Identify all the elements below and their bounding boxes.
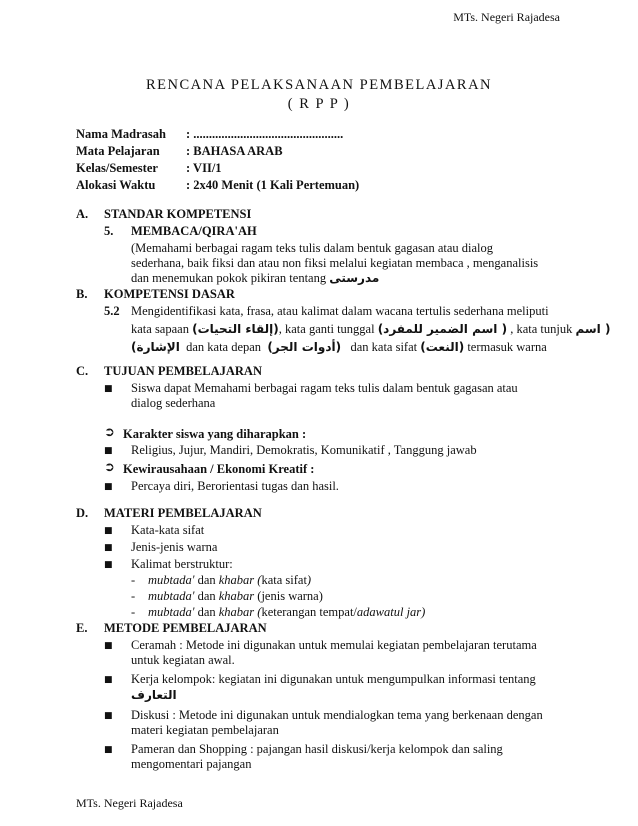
dash-marker: - bbox=[131, 589, 136, 603]
arabic-term: مدرستى bbox=[329, 271, 380, 285]
arabic-term: (النعت) bbox=[420, 340, 465, 354]
sub-list-item bbox=[148, 605, 425, 620]
bullet-icon: ■ bbox=[104, 526, 113, 536]
section-b-heading bbox=[76, 287, 235, 302]
arabic-term: التعارف bbox=[131, 688, 177, 702]
list-item: Kata-kata sifat bbox=[131, 523, 205, 537]
section-a-text-line: (Memahami berbagai ragam teks tulis dalam bentuk gagasan atau dialog bbox=[131, 241, 494, 255]
text-segment: (jenis warna) bbox=[254, 589, 323, 603]
identity-label: Kelas/Semester bbox=[76, 161, 158, 175]
text-segment: khabar ( bbox=[218, 605, 262, 619]
section-c-text-line: Siswa dapat Memahami berbagai ragam teks tulis dalam bentuk gagasan atau bbox=[131, 381, 518, 395]
kewirausahaan-title: Kewirausahaan / Ekonomi Kreatif : bbox=[123, 462, 315, 476]
text-segment: , kata ganti tunggal bbox=[278, 322, 375, 336]
method-text-line bbox=[131, 688, 561, 703]
section-d-heading bbox=[76, 506, 262, 521]
sub-list-item bbox=[148, 573, 311, 588]
identity-label: Alokasi Waktu bbox=[76, 178, 156, 192]
section-c-heading bbox=[76, 364, 262, 379]
dash-marker: - bbox=[131, 573, 136, 587]
text-segment: dan kata sifat bbox=[350, 340, 418, 354]
method-text-line: Kerja kelompok: kegiatan ini digunakan untuk mengumpulkan informasi tentang bbox=[131, 672, 536, 686]
list-item: Kalimat berstruktur: bbox=[131, 557, 233, 571]
section-letter: A. bbox=[76, 207, 89, 221]
identity-label: Nama Madrasah bbox=[76, 127, 166, 141]
bullet-icon: ■ bbox=[104, 384, 113, 394]
footer-school-name: MTs. Negeri Rajadesa bbox=[76, 796, 183, 810]
arabic-term: (أدوات الجر) bbox=[267, 340, 342, 354]
section-b-text-line bbox=[131, 340, 561, 355]
text-segment: ) bbox=[306, 573, 312, 587]
kewirausahaan-item: Percaya diri, Berorientasi tugas dan hasil. bbox=[131, 479, 339, 493]
text-segment: adawatul jar) bbox=[356, 605, 426, 619]
text-segment: keterangan tempat/ bbox=[261, 605, 357, 619]
bullet-icon: ■ bbox=[104, 675, 113, 685]
text-segment: dan bbox=[194, 573, 219, 587]
document-title bbox=[0, 76, 638, 114]
subsection-number: 5. bbox=[104, 224, 114, 238]
identity-row bbox=[76, 127, 343, 142]
text-segment: dan bbox=[194, 605, 219, 619]
section-b-text-line bbox=[131, 322, 611, 337]
text-segment: kata sapaan bbox=[131, 322, 189, 336]
bullet-icon: ■ bbox=[104, 446, 113, 456]
title-line-1: RENCANA PELAKSANAAN PEMBELAJARAN bbox=[145, 77, 493, 93]
text-segment: mubtada' bbox=[148, 605, 195, 619]
text-segment: , kata tunjuk bbox=[510, 322, 573, 336]
bullet-icon: ■ bbox=[104, 711, 113, 721]
section-letter: B. bbox=[76, 287, 88, 301]
section-a-text-line: sederhana, baik fiksi dan atau non fiksi melalui kegiatan membaca , menganalisis bbox=[131, 256, 539, 270]
text-segment: dan kata depan bbox=[186, 340, 262, 354]
section-a-text-line bbox=[131, 271, 561, 286]
section-title: MATERI PEMBELAJARAN bbox=[104, 506, 262, 520]
identity-row bbox=[76, 178, 359, 193]
arabic-term: ( اسم الضمير للمفرد) bbox=[377, 322, 508, 336]
text-segment: khabar ( bbox=[218, 573, 262, 587]
method-text-line: Pameran dan Shopping : pajangan hasil diskusi/kerja kelompok dan saling bbox=[131, 742, 503, 756]
bullet-icon: ■ bbox=[104, 641, 113, 651]
arrow-icon: ➲ bbox=[104, 425, 115, 440]
section-title: STANDAR KOMPETENSI bbox=[104, 207, 252, 221]
section-e-heading bbox=[76, 621, 267, 636]
text-segment: dan bbox=[194, 589, 219, 603]
identity-value: : ................................................ bbox=[186, 127, 344, 141]
method-text-line: materi kegiatan pembelajaran bbox=[131, 723, 279, 737]
sub-list-item bbox=[148, 589, 323, 604]
section-a-subheading bbox=[104, 224, 559, 239]
subsection-number: 5.2 bbox=[104, 304, 120, 318]
section-title: METODE PEMBELAJARAN bbox=[104, 621, 267, 635]
section-a-heading bbox=[76, 207, 251, 222]
text-segment: mubtada' bbox=[148, 573, 195, 587]
text-segment: kata sifat bbox=[261, 573, 307, 587]
subsection-title: MEMBACA/QIRA'AH bbox=[131, 224, 257, 238]
identity-value: : BAHASA ARAB bbox=[186, 144, 283, 158]
bullet-icon: ■ bbox=[104, 745, 113, 755]
section-c-text-line: dialog sederhana bbox=[131, 396, 216, 410]
section-letter: C. bbox=[76, 364, 89, 378]
karakter-item: Religius, Jujur, Mandiri, Demokratis, Komunikatif , Tanggung jawab bbox=[131, 443, 477, 457]
arabic-term: (إلقاء التحيات) bbox=[192, 322, 279, 336]
bullet-icon: ■ bbox=[104, 482, 113, 492]
method-text-line: Ceramah : Metode ini digunakan untuk memulai kegiatan pembelajaran terutama bbox=[131, 638, 537, 652]
method-text-line: Diskusi : Metode ini digunakan untuk mendialogkan tema yang berkenaan dengan bbox=[131, 708, 543, 722]
section-letter: E. bbox=[76, 621, 88, 635]
section-letter: D. bbox=[76, 506, 89, 520]
bullet-icon: ■ bbox=[104, 560, 113, 570]
identity-label: Mata Pelajaran bbox=[76, 144, 160, 158]
arabic-term: الإشارة) bbox=[131, 340, 180, 354]
bullet-icon: ■ bbox=[104, 543, 113, 553]
identity-row bbox=[76, 161, 222, 176]
method-text-line: mengomentari pajangan bbox=[131, 757, 252, 771]
list-item: Jenis-jenis warna bbox=[131, 540, 218, 554]
text-segment: khabar bbox=[218, 589, 255, 603]
arrow-icon: ➲ bbox=[104, 460, 115, 475]
section-b-text-line: Mengidentifikasi kata, frasa, atau kalimat dalam wacana tertulis sederhana meliputi bbox=[131, 304, 549, 318]
karakter-title: Karakter siswa yang diharapkan : bbox=[123, 427, 307, 441]
section-title: KOMPETENSI DASAR bbox=[104, 287, 235, 301]
title-line-2: ( R P P ) bbox=[287, 96, 351, 112]
arabic-term: ( اسم bbox=[575, 322, 611, 336]
text-segment: mubtada' bbox=[148, 589, 195, 603]
identity-value: : VII/1 bbox=[186, 161, 222, 175]
method-text-line: untuk kegiatan awal. bbox=[131, 653, 235, 667]
header-school-name: MTs. Negeri Rajadesa bbox=[453, 10, 560, 24]
text-segment: dan menemukan pokok pikiran tentang bbox=[131, 271, 327, 285]
identity-value: : 2x40 Menit (1 Kali Pertemuan) bbox=[186, 178, 360, 192]
section-title: TUJUAN PEMBELAJARAN bbox=[104, 364, 262, 378]
text-segment: termasuk warna bbox=[467, 340, 547, 354]
dash-marker: - bbox=[131, 605, 136, 619]
identity-row bbox=[76, 144, 283, 159]
